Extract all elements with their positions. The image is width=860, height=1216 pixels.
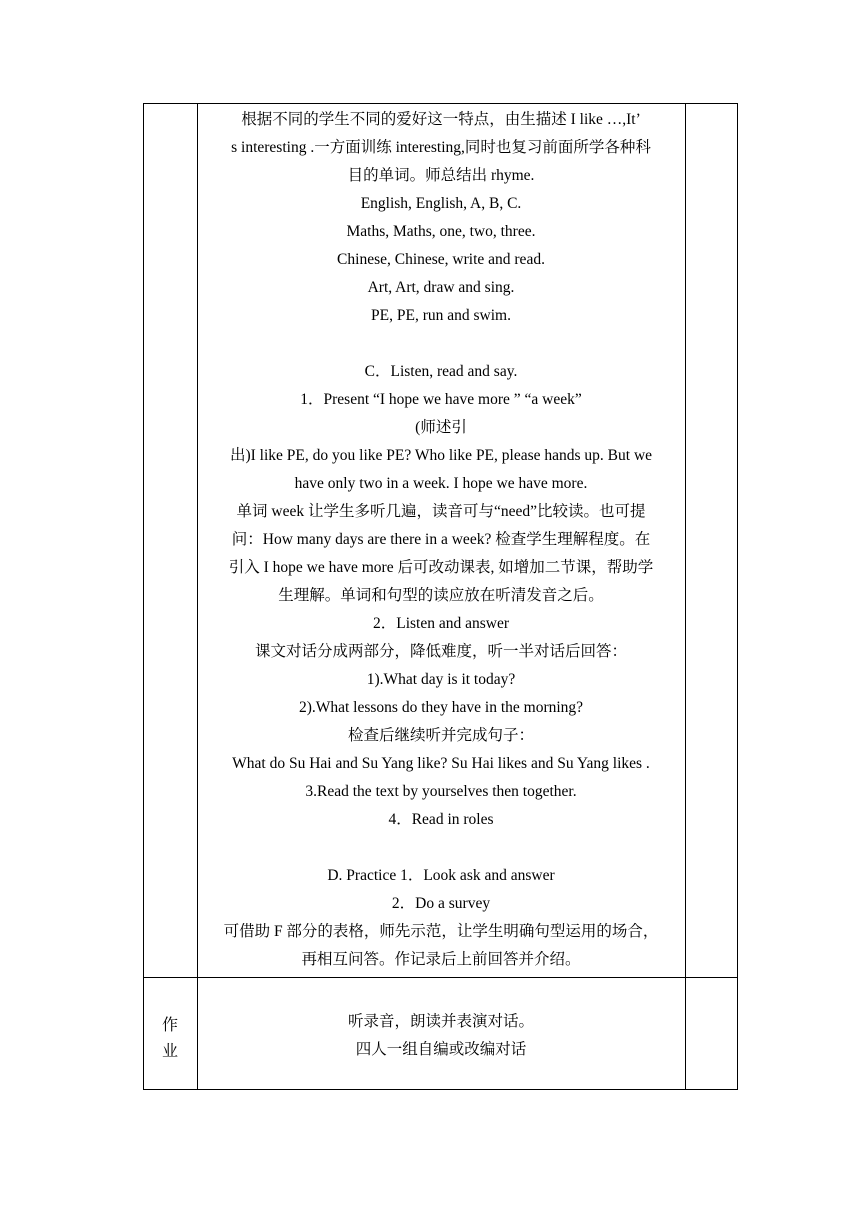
content-line: Art, Art, draw and sing.: [367, 279, 515, 296]
content-line: 可借助 F 部分的表格，师先示范，让学生明确句型运用的场合，: [223, 923, 659, 940]
table-left-border: [143, 103, 144, 1090]
table-bottom-border: [143, 1089, 738, 1090]
content-line: 3.Read the text by yourselves then together.: [305, 783, 577, 800]
content-line: Chinese, Chinese, write and read.: [337, 251, 545, 268]
blank-line: [197, 834, 685, 862]
content-line: 出)I like PE, do you like PE? Who like PE, please hands up. But we: [229, 447, 653, 464]
content-line: 引入 I hope we have more 后可改动课表, 如增加二节课，帮助学: [228, 559, 654, 576]
blank-line: [197, 330, 685, 358]
content-line: 检查后继续听并完成句子：: [347, 727, 534, 744]
homework-label-char: 业: [161, 1043, 178, 1060]
content-line: 目的单词。师总结出 rhyme.: [347, 167, 535, 184]
table-right-border: [737, 103, 738, 1090]
content-line: 4．Read in roles: [388, 811, 494, 828]
content-line: 1).What day is it today?: [366, 671, 516, 688]
content-line: 再相互问答。作记录后上前回答并介绍。: [301, 951, 581, 968]
content-line: C．Listen, read and say.: [364, 363, 518, 380]
content-line: English, English, A, B, C.: [360, 195, 522, 212]
content-line: have only two in a week. I hope we have more.: [294, 475, 588, 492]
homework-line: 听录音，朗读并表演对话。: [347, 1013, 534, 1030]
lesson-content-cell: [197, 106, 685, 974]
content-line: What do Su Hai and Su Yang like? Su Hai likes and Su Yang likes .: [232, 755, 650, 772]
content-line: 单词 week 让学生多听几遍，读音可与“need”比较读。也可提: [236, 503, 646, 520]
content-line: 问：How many days are there in a week? 检查学生理解程度。在: [231, 531, 651, 548]
content-line: 根据不同的学生不同的爱好这一特点，由生描述 I like …,It’: [241, 111, 641, 128]
table-top-border: [143, 103, 738, 104]
content-line: 1．Present “I hope we have more ” “a week”: [300, 391, 582, 408]
row-divider: [143, 977, 738, 978]
content-line: s interesting .一方面训练 interesting,同时也复习前面所学各种科: [231, 139, 651, 156]
content-line: Maths, Maths, one, two, three.: [346, 223, 536, 240]
homework-line: 四人一组自编或改编对话: [355, 1041, 527, 1058]
content-line: 2．Listen and answer: [372, 615, 510, 632]
content-line: 生理解。单词和句型的读应放在听清发音之后。: [278, 587, 604, 604]
content-line: (师述引: [415, 419, 467, 436]
homework-label: [143, 1013, 197, 1065]
content-line: D. Practice 1．Look ask and answer: [327, 867, 555, 884]
homework-content-cell: [197, 1008, 685, 1064]
content-line: 课文对话分成两部分，降低难度，听一半对话后回答：: [254, 643, 627, 660]
column-divider-right: [685, 103, 686, 1090]
content-line: 2．Do a survey: [391, 895, 491, 912]
homework-label-char: 作: [161, 1017, 178, 1034]
content-line: 2).What lessons do they have in the morning?: [298, 699, 584, 716]
content-line: PE, PE, run and swim.: [371, 307, 511, 324]
